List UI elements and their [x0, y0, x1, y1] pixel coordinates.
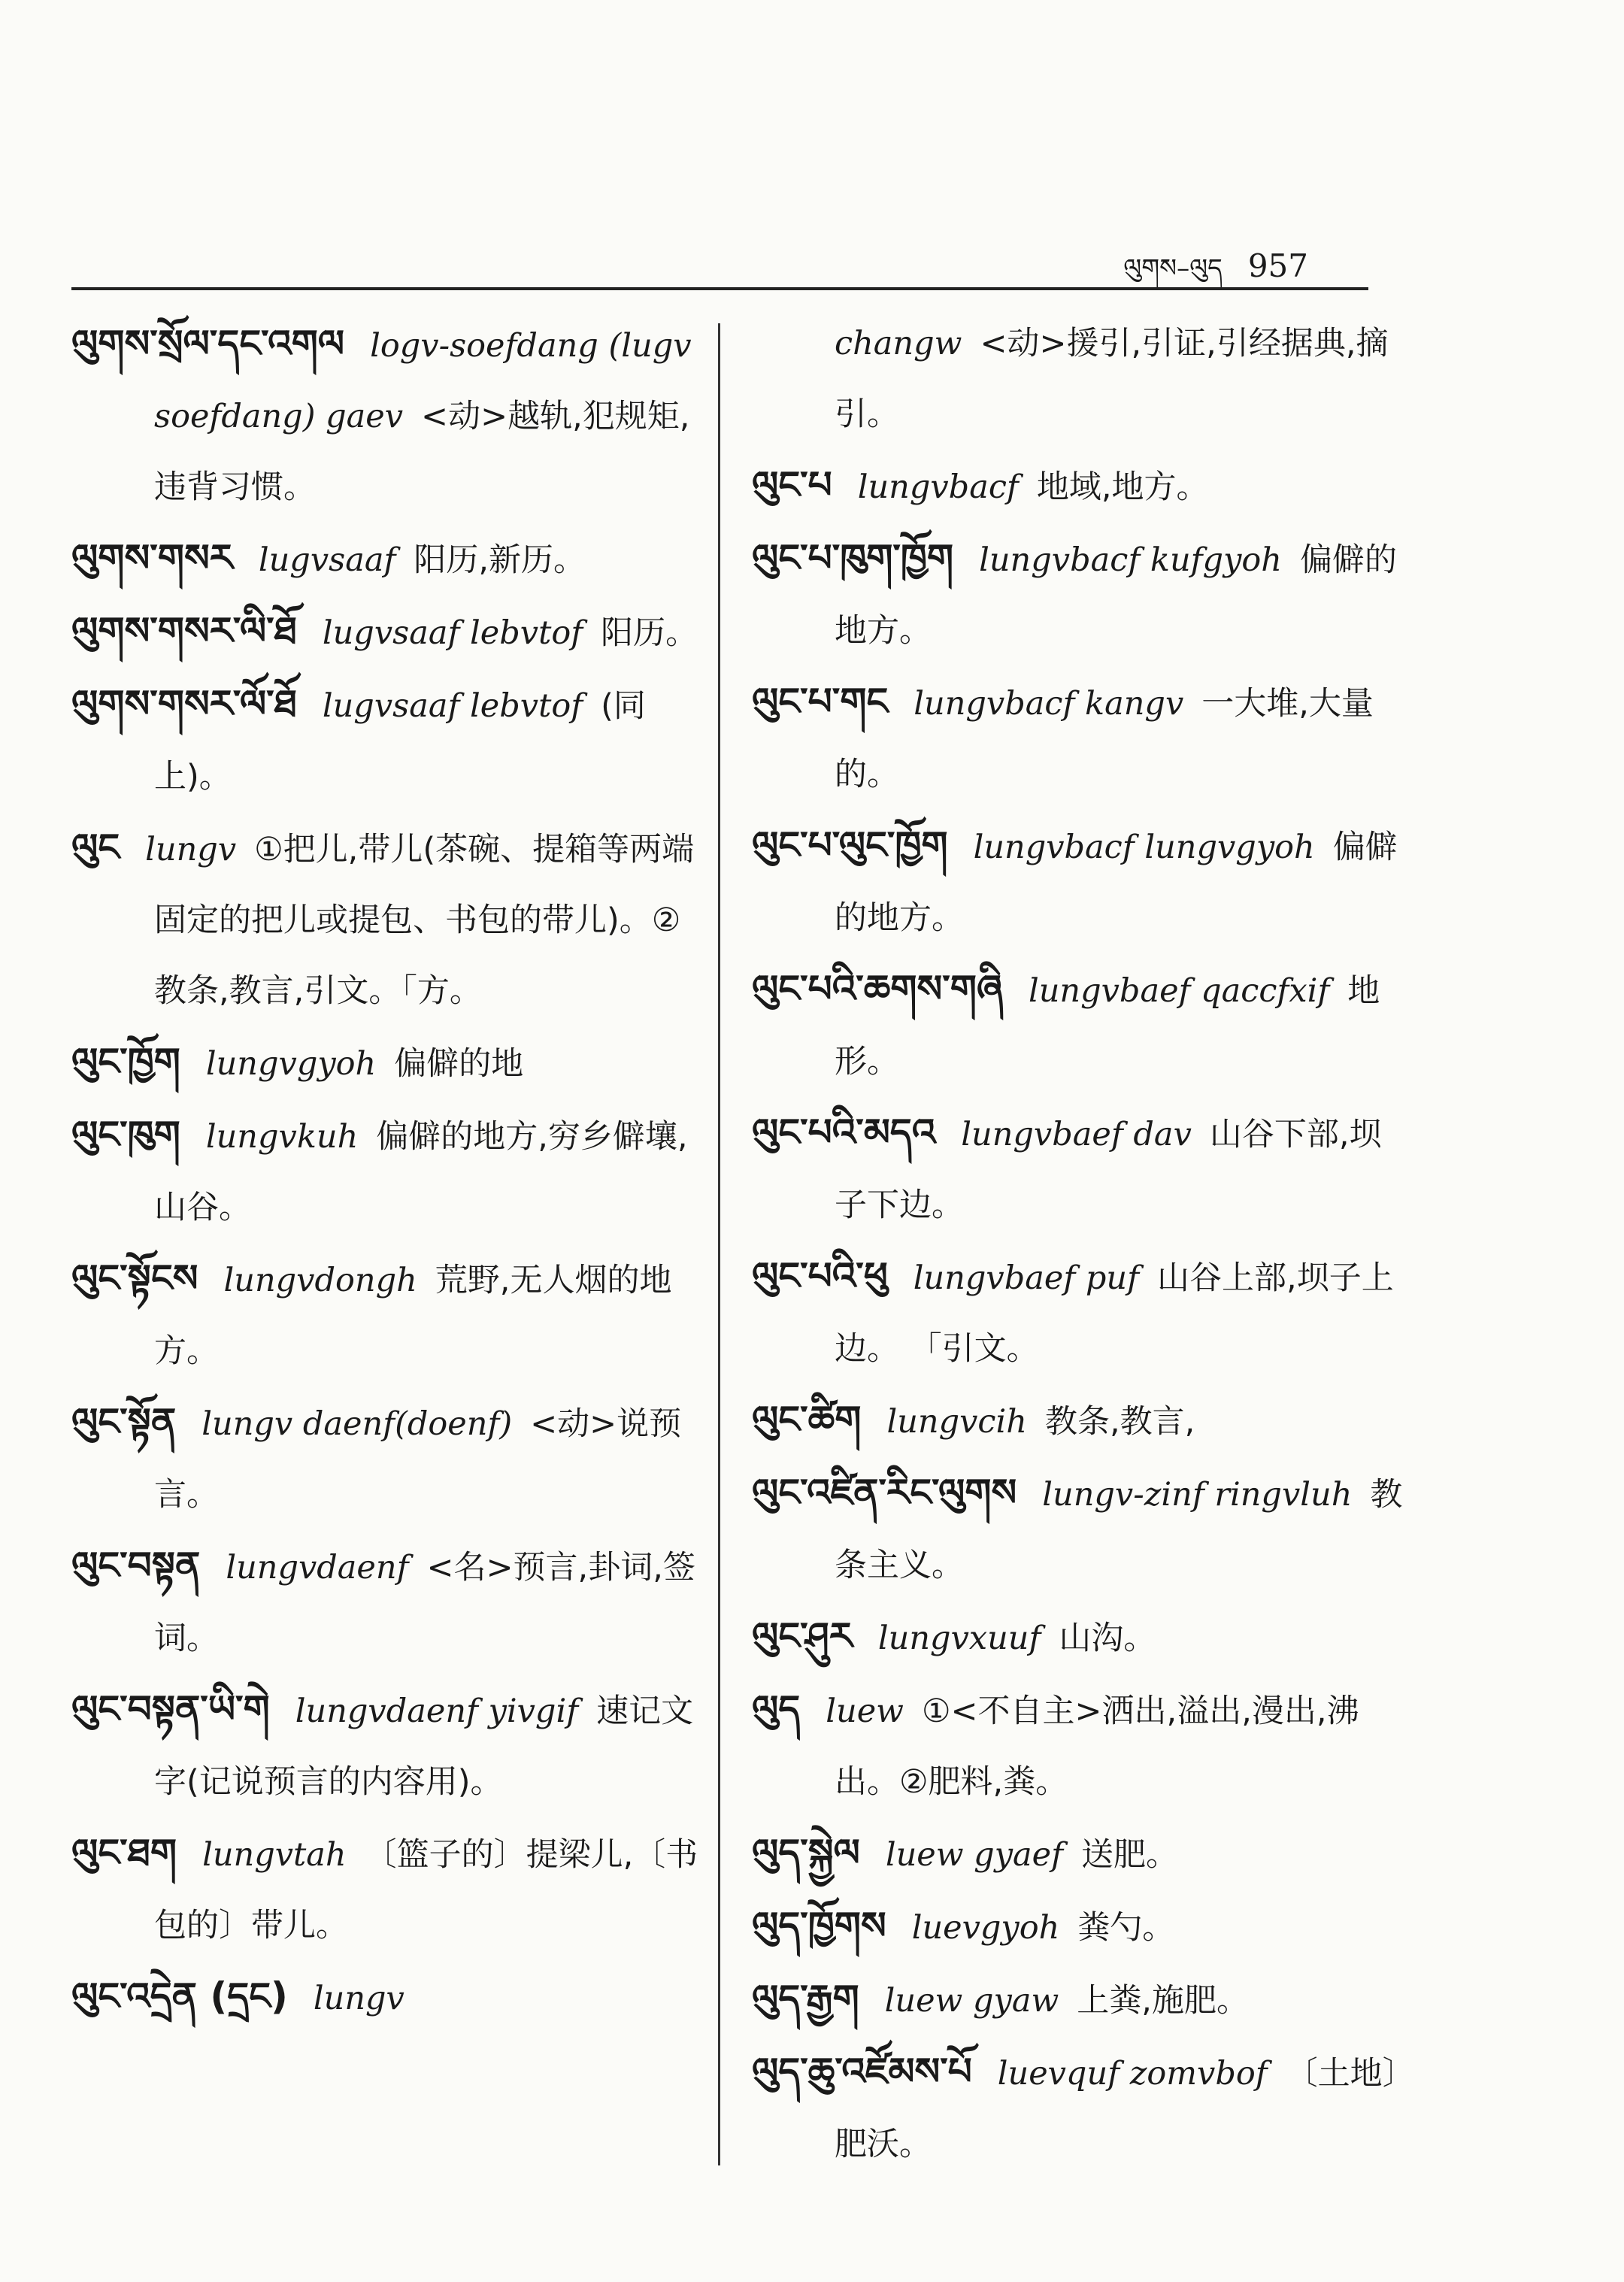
- headword: ལུང: [71, 826, 120, 869]
- headword: ལུང་པའི་མདའ: [752, 1111, 936, 1154]
- definition: 粪勺。: [1077, 1909, 1175, 1947]
- romanization: lungvbacf kangv: [914, 685, 1184, 723]
- definition: 一大堆,大量的。: [835, 685, 1374, 793]
- dictionary-entry: [71, 1099, 703, 1243]
- headword: ལུང་བསྟན: [71, 1544, 201, 1587]
- headword: ལུང་པ་གང: [752, 680, 889, 723]
- romanization: lungvbaef dav: [961, 1116, 1192, 1153]
- definition: 偏僻的地: [394, 1045, 524, 1083]
- romanization: logv-soefdang (lugvsoefdang) gaev: [154, 327, 692, 435]
- romanization: lungvkuh: [205, 1118, 359, 1156]
- dictionary-entry: [752, 450, 1413, 523]
- romanization: lugvsaaf lebvtof: [322, 687, 583, 725]
- romanization: lungvbacf kufgyoh: [979, 541, 1282, 579]
- headword: ལུང་ཚིག: [752, 1398, 862, 1441]
- headword: ལུང་འཛིན་རིང་ལུགས: [752, 1471, 1017, 1514]
- romanization: changw: [835, 325, 962, 362]
- romanization: lungvxuuf: [877, 1620, 1041, 1657]
- dictionary-entry: [752, 666, 1413, 810]
- dictionary-entry: [71, 1817, 703, 1961]
- page-number: 957: [1247, 247, 1308, 284]
- dictionary-entry: [71, 596, 703, 668]
- romanization: luew: [826, 1693, 904, 1730]
- definition: 上粪,施肥。: [1077, 1982, 1249, 2020]
- headword: ལུང་སྟོངས: [71, 1256, 198, 1300]
- dictionary-entry: [71, 523, 703, 596]
- definition: 送肥。: [1081, 1836, 1178, 1874]
- right-column: [752, 308, 1413, 2180]
- dictionary-entry: [752, 1890, 1413, 1963]
- romanization: lungvbaef puf: [913, 1259, 1140, 1297]
- dictionary-entry: [752, 810, 1413, 953]
- dictionary-entry: [752, 523, 1413, 666]
- romanization: lungv-zinf ringvluh: [1042, 1476, 1353, 1514]
- headword: ལུད: [752, 1687, 801, 1731]
- dictionary-entry: [71, 1961, 703, 2034]
- definition: 山谷上部,坝子上边。 「引文。: [835, 1259, 1394, 1368]
- headword: ལུང་པ་ཁུག་ཁྱོག: [752, 536, 954, 580]
- definition: 地域,地方。: [1036, 468, 1209, 506]
- dictionary-entry: [752, 1241, 1413, 1384]
- headword: ལུད་ཆུ་འཛོམས་པོ: [752, 2050, 972, 2093]
- dictionary-entry: [71, 812, 703, 1026]
- headword: ལུང་སྟོན: [71, 1400, 177, 1444]
- romanization: lungv daenf(doenf): [201, 1405, 513, 1443]
- romanization: lungvdaenf: [226, 1549, 409, 1586]
- page-header: [1123, 239, 1308, 311]
- definition: 偏僻的地方。: [835, 541, 1397, 650]
- dictionary-entry: [71, 1530, 703, 1674]
- headword: ལུད་རྒྱག: [752, 1977, 859, 2020]
- romanization: lungvbacf: [857, 468, 1019, 506]
- romanization: lugvsaaf: [258, 541, 396, 579]
- headword: ལུང་པའི་ཆགས་གཞི: [752, 967, 1003, 1011]
- definition: <动>越轨,犯规矩,违背习惯。: [154, 398, 690, 506]
- headword: ལུང་ཁུག: [71, 1113, 180, 1156]
- romanization: luevquf zomvbof: [997, 2055, 1268, 2093]
- headword: ལུང་པའི་ཕུ: [752, 1254, 888, 1298]
- definition: 山谷下部,坝子下边。: [835, 1116, 1382, 1224]
- definition: ①<不自主>洒出,溢出,漫出,沸出。②肥料,粪。: [835, 1693, 1359, 1801]
- definition: 偏僻的地方。: [835, 829, 1398, 937]
- headword: ལུད་སྐྱེལ: [752, 1831, 860, 1874]
- romanization: luew gyaw: [884, 1982, 1059, 2020]
- definition: 荒野,无人烟的地方。: [154, 1262, 672, 1370]
- headword: ལུགས་གསར་ལོ་ཐོ: [71, 682, 297, 726]
- headword: ལུགས་སྲོལ་དང་འགལ: [71, 322, 345, 365]
- dictionary-entry: [71, 1674, 703, 1817]
- headword: ལུང་ཐག: [71, 1831, 177, 1874]
- romanization: lungvdaenf yivgif: [295, 1693, 579, 1730]
- definition: <动>说预言。: [154, 1405, 682, 1514]
- dictionary-entry: [752, 1097, 1413, 1241]
- romanization: lungv: [145, 831, 237, 868]
- dictionary-entry: [752, 953, 1413, 1097]
- headword: ལུགས་གསར་ལི་ཐོ: [71, 609, 297, 653]
- definition: 阳历,新历。: [414, 541, 586, 579]
- definition: 速记文字(记说预言的内容用)。: [154, 1693, 694, 1801]
- definition: 山沟。: [1059, 1620, 1156, 1657]
- definition: 偏僻的地方,穷乡僻壤,山谷。: [154, 1118, 688, 1226]
- header-range: ལུགས–ལུད: [1123, 253, 1223, 283]
- definition: 地形。: [835, 972, 1380, 1080]
- definition: 教条,教言,: [1044, 1403, 1195, 1441]
- dictionary-entry: [752, 1817, 1413, 1890]
- dictionary-entry: [71, 668, 703, 812]
- dictionary-entry: [71, 1386, 703, 1530]
- romanization: lugvsaaf lebvtof: [322, 614, 583, 652]
- dictionary-entry: [71, 308, 703, 523]
- dictionary-entry: [71, 1243, 703, 1386]
- headword: ལུང་བསྟན་ཡི་གེ: [71, 1687, 270, 1731]
- dictionary-entry: [752, 1457, 1413, 1601]
- dictionary-entry: [752, 1601, 1413, 1674]
- headword: ལུང་པ: [752, 463, 832, 507]
- definition: ①把儿,带儿(茶碗、提箱等两端固定的把儿或提包、书包的带儿)。②教条,教言,引文。「方。: [154, 831, 695, 1010]
- romanization: lungvtah: [202, 1836, 347, 1874]
- headword: ལུང་པ་ལུང་ཁྱོག: [752, 823, 948, 867]
- definition: 教条主义。: [835, 1476, 1403, 1584]
- headword: ལུང་ཤུར: [752, 1614, 853, 1658]
- definition: (同上)。: [154, 687, 646, 796]
- definition: 〔土地〕肥沃。: [835, 2055, 1399, 2163]
- romanization: lungvbacf lungvgyoh: [973, 829, 1315, 866]
- headword: ལུང་འདྲེན (དྲང): [71, 1974, 288, 2018]
- column-divider: [718, 323, 720, 2165]
- headword: ལུད་ཁྱོགས: [752, 1904, 886, 1947]
- romanization: lungv: [313, 1980, 404, 2017]
- romanization: luew gyaef: [885, 1836, 1063, 1874]
- left-column: [71, 308, 703, 2034]
- romanization: luevgyoh: [911, 1909, 1060, 1947]
- definition: <动>援引,引证,引经据典,摘引。: [835, 325, 1389, 433]
- dictionary-entry: [71, 1026, 703, 1099]
- headword: ལུང་ཁྱོག: [71, 1040, 180, 1083]
- romanization: lungvdongh: [223, 1262, 417, 1299]
- romanization: lungvbaef qaccfxif: [1028, 972, 1330, 1010]
- dictionary-entry: [752, 1384, 1413, 1457]
- romanization: lungvgyoh: [205, 1045, 377, 1083]
- header-rule: [71, 287, 1368, 290]
- dictionary-entry: [752, 1674, 1413, 1817]
- dictionary-entry: [752, 1963, 1413, 2036]
- headword: ལུགས་གསར: [71, 536, 233, 580]
- dictionary-entry-continuation: [752, 308, 1413, 450]
- definition: 〔篮子的〕提梁儿,〔书包的〕带儿。: [154, 1836, 698, 1944]
- dictionary-entry: [752, 2036, 1413, 2180]
- romanization: lungvcih: [886, 1403, 1027, 1441]
- definition: <名>预言,卦词,签词。: [154, 1549, 695, 1657]
- definition: 阳历。: [601, 614, 698, 652]
